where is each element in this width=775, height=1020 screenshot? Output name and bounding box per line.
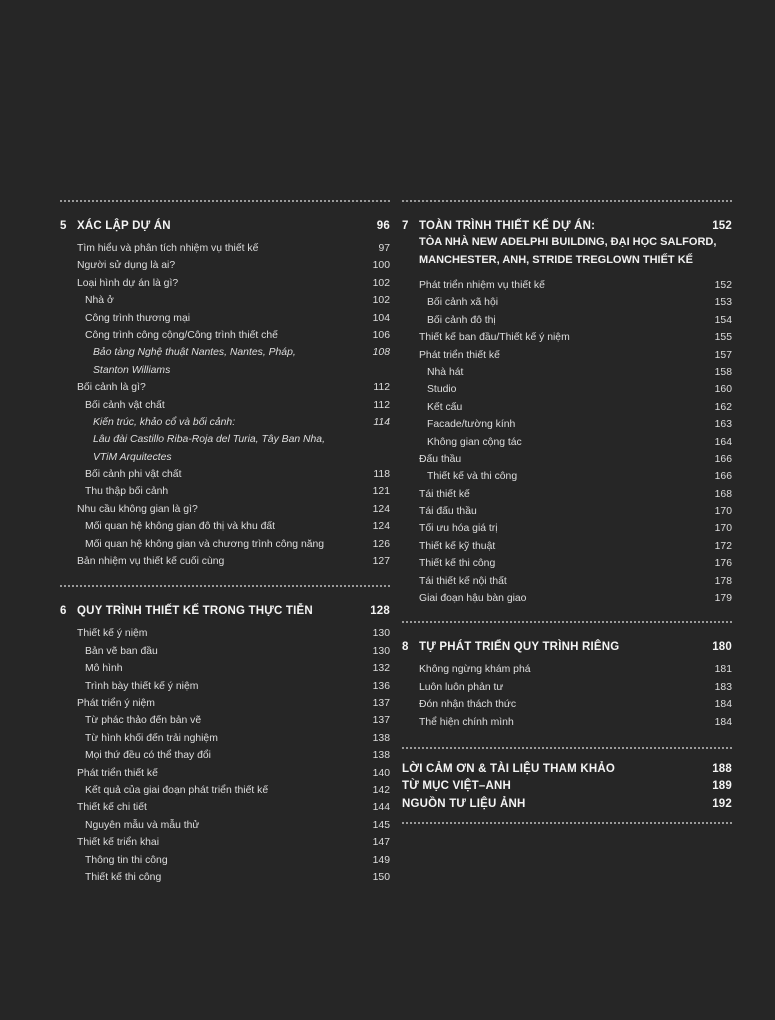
toc-entry-title: Loại hình dự án là gì?: [77, 277, 179, 289]
toc-entry-title: Stanton Williams: [93, 364, 171, 376]
toc-entry-title: Thông tin thi công: [85, 854, 168, 866]
chapter-title: XÁC LẬP DỰ ÁN: [77, 220, 171, 232]
toc-entry-title: Trình bày thiết kế ý niệm: [85, 680, 199, 692]
toc-entry-page: 112: [373, 382, 390, 394]
toc-entry[interactable]: [60, 414, 390, 431]
toc-entry[interactable]: [60, 292, 390, 309]
toc-entry[interactable]: [402, 399, 732, 416]
toc-entry-title: Thiết kế triển khai: [77, 837, 160, 849]
toc-entry-title: Kiến trúc, khảo cổ và bối cảnh:: [93, 416, 236, 428]
toc-entry[interactable]: [60, 518, 390, 535]
toc-entry[interactable]: [60, 310, 390, 327]
toc-entry-title: Phát triển nhiệm vụ thiết kế: [419, 280, 545, 291]
toc-entry-page: 137: [372, 715, 390, 727]
toc-entry-page: 132: [372, 663, 390, 675]
toc-entry-page: 145: [372, 819, 390, 831]
toc-entry-title: Tái thiết kế nội thất: [419, 575, 507, 587]
toc-entry[interactable]: [402, 381, 732, 398]
toc-entry-page: 106: [372, 329, 390, 341]
toc-entry-title: Nhà hát: [427, 366, 464, 378]
toc-entry-title: Đón nhận thách thức: [419, 699, 517, 711]
toc-entry-page: 144: [372, 802, 390, 814]
toc-entry-page: 138: [372, 750, 390, 762]
chapter-page: 152: [712, 220, 732, 232]
toc-entry[interactable]: [402, 538, 732, 555]
toc-entry[interactable]: [60, 553, 390, 570]
toc-entry-title: Tối ưu hóa giá trị: [419, 523, 498, 535]
toc-entry-title: Thiết kế ban đầu/Thiết kế ý niệm: [419, 332, 570, 344]
toc-entry-page: 102: [372, 277, 390, 289]
toc-entry-title: Thu thập bối cảnh: [85, 486, 169, 498]
toc-entry-title: Phát triển thiết kế: [77, 767, 158, 779]
dotted-divider: [402, 621, 732, 623]
toc-entry[interactable]: [60, 730, 390, 747]
toc-entry-title: VTiM Arquitectes: [93, 451, 172, 463]
chapter-5-entries: [60, 240, 390, 570]
backmatter-title: NGUỒN TƯ LIỆU ẢNH: [402, 797, 526, 810]
toc-entry-title: Phát triển thiết kế: [419, 349, 500, 361]
toc-entry[interactable]: [60, 678, 390, 695]
toc-entry-page: 164: [714, 436, 732, 448]
backmatter-image-credits[interactable]: [402, 796, 732, 814]
toc-entry-title: Thiết kế ý niệm: [77, 628, 148, 640]
toc-entry[interactable]: [402, 573, 732, 590]
toc-entry[interactable]: [402, 364, 732, 381]
toc-left-column: [60, 200, 390, 886]
toc-entry-page: 140: [372, 767, 390, 779]
toc-entry[interactable]: [402, 329, 732, 346]
toc-entry[interactable]: [60, 643, 390, 660]
toc-entry-page: 184: [714, 716, 732, 728]
dotted-divider: [402, 822, 732, 824]
toc-entry[interactable]: [402, 503, 732, 520]
backmatter-title: TỪ MỤC VIỆT–ANH: [402, 780, 512, 793]
toc-entry[interactable]: [402, 434, 732, 451]
chapter-6-heading[interactable]: [60, 605, 390, 617]
chapter-number: 5: [60, 220, 67, 232]
toc-entry-page: 130: [372, 645, 390, 657]
backmatter-page: 188: [712, 762, 732, 775]
chapter-8-entries: [402, 661, 732, 731]
toc-entry-title: Bối cảnh phi vật chất: [85, 469, 182, 481]
dotted-divider: [60, 585, 390, 587]
toc-entry[interactable]: [60, 834, 390, 851]
toc-entry-title: Kết quả của giai đoạn phát triển thiết kế: [85, 784, 269, 796]
toc-entry-title: Không ngừng khám phá: [419, 664, 531, 676]
toc-entry-page: 149: [372, 854, 390, 866]
toc-entry-title: Thiết kế thi công: [419, 558, 496, 570]
chapter-number: 8: [402, 641, 409, 654]
toc-entry-page: 124: [372, 503, 390, 515]
toc-entry[interactable]: [60, 625, 390, 642]
toc-entry-title: Tìm hiểu và phân tích nhiệm vụ thiết kế: [77, 243, 259, 254]
toc-right-column: [402, 200, 732, 824]
toc-entry[interactable]: [60, 536, 390, 553]
toc-entry-title: Bản nhiệm vụ thiết kế cuối cùng: [77, 556, 225, 568]
toc-entry-title: Bối cảnh xã hội: [427, 297, 499, 309]
toc-entry[interactable]: [60, 483, 390, 500]
toc-entry-title: Luôn luôn phản tư: [419, 681, 504, 693]
toc-entry-title: Giai đoạn hậu bàn giao: [419, 593, 527, 605]
toc-entry-page: 127: [372, 556, 390, 568]
toc-entry-title: Nguyên mẫu và mẫu thử: [85, 819, 200, 831]
toc-entry-title: Thiết kế chi tiết: [77, 802, 147, 814]
toc-entry-title: Từ hình khối đến trải nghiệm: [85, 732, 218, 744]
toc-entry-page: 179: [714, 593, 732, 605]
toc-entry-title: Kết cấu: [427, 401, 463, 413]
toc-entry[interactable]: [60, 327, 390, 344]
toc-entry[interactable]: [60, 466, 390, 483]
toc-entry-page: 126: [372, 538, 390, 550]
toc-entry[interactable]: [402, 661, 732, 678]
toc-entry-title: Người sử dụng là ai?: [77, 260, 176, 272]
toc-entry-page: 181: [714, 664, 732, 676]
chapter-title: TOÀN TRÌNH THIẾT KẾ DỰ ÁN:: [419, 220, 596, 232]
toc-entry[interactable]: [60, 275, 390, 292]
toc-entry-page: 142: [372, 784, 390, 796]
toc-entry-page: 114: [373, 416, 390, 428]
toc-entry-title: Bối cảnh vật chất: [85, 399, 165, 411]
chapter-5-heading[interactable]: [60, 220, 390, 232]
backmatter-section: [402, 761, 732, 814]
toc-entry[interactable]: [402, 451, 732, 468]
dotted-divider: [402, 200, 732, 202]
toc-entry-page: 162: [714, 401, 732, 413]
chapter-page: 180: [712, 641, 732, 654]
backmatter-title: LỜI CẢM ƠN & TÀI LIỆU THAM KHẢO: [402, 762, 615, 775]
backmatter-acknowledgements[interactable]: [402, 761, 732, 779]
toc-entry[interactable]: [60, 765, 390, 782]
toc-entry[interactable]: [402, 277, 732, 294]
toc-entry-page: 108: [372, 347, 390, 359]
chapter-page: 96: [376, 220, 390, 232]
toc-entry[interactable]: [60, 431, 390, 448]
toc-entry-title: Nhu cầu không gian là gì?: [77, 503, 198, 515]
toc-entry-title: Tái thiết kế: [419, 488, 470, 500]
toc-entry-page: 112: [373, 399, 390, 411]
toc-entry[interactable]: [60, 397, 390, 414]
toc-entry-page: 102: [372, 295, 390, 307]
toc-entry[interactable]: [60, 660, 390, 677]
toc-entry-title: Đấu thầu: [419, 453, 462, 465]
toc-entry-title: Công trình công cộng/Công trình thiết chế: [85, 329, 278, 341]
toc-entry[interactable]: [402, 468, 732, 485]
toc-entry[interactable]: [60, 501, 390, 518]
toc-entry-title: Mối quan hệ không gian và chương trình công năng: [85, 538, 325, 550]
chapter-7-heading[interactable]: [402, 220, 732, 232]
toc-entry-title: Bản vẽ ban đầu: [85, 645, 158, 657]
toc-entry-title: Thiết kế thi công: [85, 871, 162, 883]
toc-entry-page: 170: [714, 506, 732, 518]
toc-entry-title: Mối quan hệ không gian đô thị và khu đất: [85, 521, 276, 533]
toc-entry-page: 158: [714, 366, 732, 378]
toc-entry[interactable]: [60, 712, 390, 729]
toc-entry-page: 97: [378, 243, 390, 254]
toc-entry-page: 172: [714, 540, 732, 552]
toc-entry-title: Công trình thương mại: [85, 312, 191, 324]
dotted-divider: [60, 200, 390, 202]
toc-entry[interactable]: [60, 257, 390, 274]
toc-entry-page: 178: [714, 575, 732, 587]
toc-entry-page: 157: [714, 349, 732, 361]
toc-entry-page: 168: [714, 488, 732, 500]
toc-entry-page: 136: [372, 680, 390, 692]
toc-entry-page: 160: [714, 384, 732, 396]
toc-entry-page: 130: [372, 628, 390, 640]
toc-entry-page: 100: [372, 260, 390, 272]
toc-entry[interactable]: [60, 782, 390, 799]
chapter-6-entries: [60, 625, 390, 886]
toc-entry[interactable]: [402, 520, 732, 537]
toc-entry[interactable]: [60, 852, 390, 869]
toc-entry-title: Bối cảnh là gì?: [77, 382, 146, 394]
toc-entry-title: Mọi thứ đều có thể thay đổi: [85, 750, 211, 762]
toc-entry-page: 155: [714, 332, 732, 344]
toc-entry-page: 104: [372, 312, 390, 324]
toc-entry-page: 154: [714, 314, 732, 326]
toc-entry[interactable]: [60, 799, 390, 816]
toc-entry-title: Bối cảnh đô thị: [427, 314, 496, 326]
toc-entry-title: Thiết kế và thi công: [427, 471, 518, 483]
toc-entry[interactable]: [402, 696, 732, 713]
chapter-page: 128: [370, 605, 390, 618]
toc-entry-title: Studio: [427, 384, 457, 396]
backmatter-page: 192: [712, 797, 732, 810]
toc-entry[interactable]: [60, 817, 390, 834]
toc-entry[interactable]: [402, 679, 732, 696]
toc-entry[interactable]: [60, 449, 390, 466]
toc-entry-title: Bảo tàng Nghệ thuật Nantes, Nantes, Pháp,: [93, 347, 296, 359]
toc-entry-title: Tái đấu thầu: [419, 506, 477, 518]
toc-entry[interactable]: [402, 555, 732, 572]
toc-entry-page: 152: [714, 280, 732, 291]
toc-entry-title: Nhà ở: [85, 295, 114, 307]
chapter-title: QUY TRÌNH THIẾT KẾ TRONG THỰC TIỄN: [77, 605, 313, 618]
toc-entry-title: Phát triển ý niệm: [77, 697, 155, 709]
toc-entry-page: 124: [372, 521, 390, 533]
toc-entry-page: 147: [372, 837, 390, 849]
toc-entry[interactable]: [60, 695, 390, 712]
toc-entry-title: Mô hình: [85, 663, 123, 675]
toc-entry-title: Thiết kế kỹ thuật: [419, 540, 496, 552]
toc-entry-title: Không gian cộng tác: [427, 436, 522, 448]
backmatter-glossary[interactable]: [402, 778, 732, 796]
toc-entry-title: Thể hiện chính mình: [419, 716, 514, 728]
toc-entry[interactable]: [402, 486, 732, 503]
toc-entry[interactable]: [60, 344, 390, 361]
toc-entry-page: 121: [372, 486, 390, 498]
toc-entry[interactable]: [60, 379, 390, 396]
toc-entry[interactable]: [402, 590, 732, 607]
chapter-number: 6: [60, 605, 67, 618]
toc-entry-page: 166: [714, 471, 732, 483]
chapter-8-heading[interactable]: [402, 641, 732, 653]
chapter-7-subtitle-line-2: MANCHESTER, ANH, STRIDE TREGLOWN THIẾT KẾ: [419, 254, 693, 266]
toc-entry-page: 153: [714, 297, 732, 309]
toc-entry-page: 118: [373, 469, 390, 481]
chapter-title: TỰ PHÁT TRIỂN QUY TRÌNH RIÊNG: [419, 641, 620, 654]
toc-entry[interactable]: [402, 347, 732, 364]
toc-entry[interactable]: [60, 362, 390, 379]
toc-entry-title: Từ phác thảo đến bản vẽ: [85, 715, 202, 727]
toc-entry[interactable]: [402, 416, 732, 433]
toc-entry-page: 163: [714, 419, 732, 431]
toc-entry-page: 183: [714, 681, 732, 693]
toc-entry[interactable]: [402, 312, 732, 329]
toc-entry-page: 137: [372, 697, 390, 709]
toc-entry[interactable]: [402, 294, 732, 311]
chapter-7-subtitle-line-1: TÒA NHÀ NEW ADELPHI BUILDING, ĐẠI HỌC SALFORD,: [419, 236, 717, 248]
toc-entry-page: 170: [714, 523, 732, 535]
toc-entry-page: 150: [372, 871, 390, 883]
dotted-divider: [402, 747, 732, 749]
toc-entry-title: Facade/tường kính: [427, 419, 516, 431]
toc-entry[interactable]: [60, 869, 390, 886]
toc-entry[interactable]: [60, 240, 390, 257]
chapter-7-entries: [402, 277, 732, 607]
toc-entry-page: 176: [714, 558, 732, 570]
toc-entry-page: 138: [372, 732, 390, 744]
toc-entry[interactable]: [402, 714, 732, 731]
toc-entry-title: Lâu đài Castillo Riba-Roja del Turia, Tây Ban Nha,: [93, 434, 325, 446]
chapter-number: 7: [402, 220, 409, 232]
toc-entry[interactable]: [60, 747, 390, 764]
toc-entry-page: 166: [714, 453, 732, 465]
backmatter-page: 189: [712, 780, 732, 793]
toc-entry-page: 184: [714, 699, 732, 711]
